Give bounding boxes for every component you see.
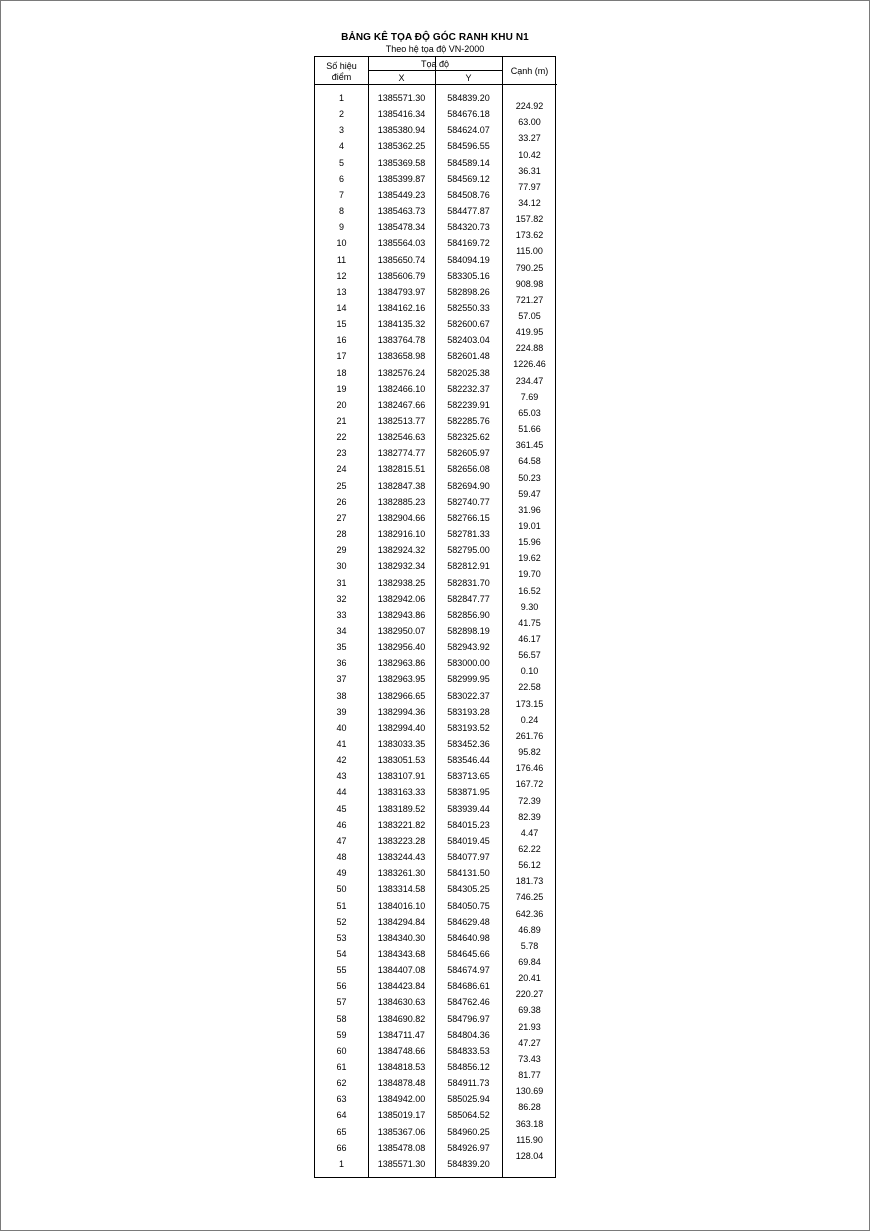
point-number: 4 bbox=[338, 141, 344, 152]
point-number: 10 bbox=[336, 238, 347, 249]
coord-x: 1384711.47 bbox=[378, 1029, 425, 1040]
coord-y: 582600.67 bbox=[447, 319, 490, 330]
edge-length: 56.57 bbox=[518, 650, 541, 661]
coord-y: 584569.12 bbox=[447, 173, 490, 184]
coord-x: 1382932.34 bbox=[377, 561, 426, 572]
edge-length: 4.47 bbox=[520, 827, 539, 838]
coord-y: 584796.97 bbox=[447, 1013, 490, 1024]
point-number: 27 bbox=[336, 512, 347, 523]
coord-x: 1383314.58 bbox=[377, 884, 426, 895]
edge-length: 5.78 bbox=[520, 940, 539, 951]
table-row bbox=[315, 1159, 557, 1175]
coord-y: 583000.00 bbox=[447, 658, 490, 669]
coord-x: 1382466.10 bbox=[377, 383, 426, 394]
coord-x: 1385399.87 bbox=[377, 173, 426, 184]
edge-length: 790.25 bbox=[515, 262, 544, 273]
edge-length: 19.62 bbox=[518, 553, 541, 564]
coordinate-table bbox=[314, 56, 556, 1178]
coord-y: 583871.95 bbox=[447, 787, 490, 798]
document-subtitle: Theo hệ tọa độ VN-2000 bbox=[385, 44, 485, 54]
coord-y: 584804.36 bbox=[447, 1029, 490, 1040]
point-number: 17 bbox=[336, 351, 347, 362]
coord-x: 1383244.43 bbox=[377, 852, 426, 863]
document-title: BẢNG KÊ TỌA ĐỘ GÓC RANH KHU N1 bbox=[341, 32, 529, 43]
coord-x: 1382513.77 bbox=[377, 416, 426, 426]
point-number: 24 bbox=[336, 464, 347, 475]
coord-x: 1384630.63 bbox=[377, 997, 426, 1008]
coord-y: 582025.38 bbox=[447, 367, 490, 378]
coord-x: 1385380.94 bbox=[377, 125, 426, 136]
edge-length: 721.27 bbox=[515, 294, 544, 305]
coord-x: 1383764.78 bbox=[377, 335, 426, 346]
point-number: 23 bbox=[336, 448, 347, 459]
edge-length: 62.22 bbox=[518, 843, 541, 854]
point-number: 40 bbox=[336, 722, 347, 733]
coord-y: 584686.61 bbox=[447, 981, 490, 992]
coord-y: 582831.70 bbox=[447, 577, 490, 588]
coord-y: 582781.33 bbox=[447, 529, 490, 540]
coord-x: 1382963.86 bbox=[377, 658, 426, 669]
edge-length: 82.39 bbox=[518, 811, 541, 822]
point-number: 13 bbox=[336, 286, 347, 297]
coord-y: 583452.36 bbox=[447, 739, 490, 749]
point-number: 14 bbox=[336, 302, 347, 313]
header-bottom-line bbox=[315, 84, 557, 85]
coord-x: 1385571.30 bbox=[377, 1158, 426, 1169]
coord-y: 582239.91 bbox=[447, 399, 490, 410]
point-number: 43 bbox=[336, 771, 347, 782]
edge-length: 173.62 bbox=[515, 230, 544, 241]
coord-y: 584911.73 bbox=[447, 1078, 490, 1089]
coord-x: 1383163.33 bbox=[377, 787, 426, 798]
coord-x: 1383658.98 bbox=[377, 351, 426, 362]
edge-length: 22.58 bbox=[518, 682, 541, 693]
coord-y: 584676.18 bbox=[447, 109, 490, 120]
edge-length: 36.31 bbox=[518, 165, 541, 176]
coord-y: 584508.76 bbox=[447, 189, 490, 200]
edge-length: 181.73 bbox=[515, 876, 544, 887]
coord-y: 584477.87 bbox=[447, 206, 490, 217]
edge-length: 50.23 bbox=[518, 472, 541, 483]
coord-x: 1382963.95 bbox=[377, 674, 426, 685]
coord-x: 1383221.82 bbox=[377, 819, 426, 830]
header-coordinates: Tọa độ bbox=[420, 59, 450, 69]
point-number: 44 bbox=[336, 787, 347, 798]
edge-length: 72.39 bbox=[518, 795, 541, 806]
coord-y: 584015.23 bbox=[447, 819, 490, 830]
edge-length: 10.42 bbox=[518, 149, 541, 160]
coord-y: 585025.94 bbox=[447, 1094, 490, 1105]
header-x: X bbox=[398, 73, 405, 83]
point-number: 20 bbox=[336, 399, 347, 410]
coord-x: 1384294.84 bbox=[377, 916, 426, 927]
point-number: 9 bbox=[338, 222, 344, 233]
edge-length: 95.82 bbox=[518, 747, 541, 758]
coord-y: 583305.16 bbox=[447, 270, 490, 281]
point-number: 62 bbox=[336, 1078, 347, 1089]
coord-x: 1384878.48 bbox=[377, 1078, 426, 1089]
coord-x: 1384818.53 bbox=[377, 1062, 426, 1072]
coord-x: 1385416.34 bbox=[377, 109, 426, 120]
edge-length: 419.95 bbox=[515, 327, 544, 338]
edge-length: 115.00 bbox=[516, 246, 543, 257]
point-number: 41 bbox=[336, 739, 347, 749]
coord-y: 582232.37 bbox=[447, 383, 490, 394]
point-number: 53 bbox=[336, 932, 347, 943]
edge-length: 130.69 bbox=[515, 1086, 544, 1097]
coord-y: 583193.52 bbox=[447, 722, 490, 733]
point-number: 39 bbox=[336, 706, 347, 717]
coord-y: 584320.73 bbox=[447, 222, 490, 233]
point-number: 50 bbox=[336, 884, 347, 895]
coord-x: 1382847.38 bbox=[377, 480, 426, 491]
point-number: 2 bbox=[338, 109, 344, 120]
coord-x: 1382576.24 bbox=[377, 367, 426, 378]
coord-y: 584629.48 bbox=[447, 916, 490, 927]
coord-y: 582898.26 bbox=[447, 286, 490, 297]
coord-x: 1382950.07 bbox=[377, 625, 426, 636]
coord-x: 1382942.06 bbox=[377, 593, 426, 604]
coord-y: 584960.25 bbox=[447, 1126, 490, 1137]
point-number: 8 bbox=[338, 206, 344, 217]
point-number: 15 bbox=[336, 319, 347, 330]
point-number: 33 bbox=[336, 609, 347, 620]
coord-y: 582898.19 bbox=[447, 625, 490, 636]
point-number: 29 bbox=[336, 545, 347, 556]
point-number: 5 bbox=[338, 157, 344, 168]
coord-x: 1382938.25 bbox=[377, 577, 426, 588]
point-number: 12 bbox=[336, 270, 347, 281]
coord-y: 584596.55 bbox=[447, 141, 490, 152]
coord-x: 1382994.36 bbox=[377, 706, 426, 717]
point-number: 54 bbox=[336, 948, 347, 959]
coord-x: 1385463.73 bbox=[377, 206, 426, 217]
coord-x: 1384016.10 bbox=[377, 900, 426, 911]
coord-y: 582285.76 bbox=[447, 416, 490, 426]
edge-length: 0.24 bbox=[520, 714, 539, 725]
edge-length: 115.90 bbox=[516, 1134, 543, 1145]
coord-y: 582550.33 bbox=[447, 302, 490, 313]
coord-y: 584589.14 bbox=[447, 157, 490, 168]
point-number: 35 bbox=[336, 642, 347, 653]
point-number: 56 bbox=[336, 981, 347, 992]
coord-y: 584926.97 bbox=[447, 1142, 490, 1153]
edge-length: 65.03 bbox=[518, 407, 541, 418]
point-number: 64 bbox=[336, 1110, 347, 1121]
coord-y: 584640.98 bbox=[447, 932, 490, 943]
coord-y: 585064.52 bbox=[447, 1110, 490, 1121]
coord-x: 1383033.35 bbox=[377, 739, 426, 749]
coord-x: 1385571.30 bbox=[377, 93, 426, 103]
edge-length: 176.46 bbox=[515, 763, 544, 774]
coord-y: 582403.04 bbox=[447, 335, 490, 346]
coord-x: 1385564.03 bbox=[377, 238, 426, 249]
point-number: 19 bbox=[336, 383, 347, 394]
point-number: 25 bbox=[336, 480, 347, 491]
edge-length: 224.88 bbox=[515, 343, 544, 354]
edge-length: 234.47 bbox=[515, 375, 544, 386]
edge-length: 363.18 bbox=[515, 1118, 544, 1129]
coord-y: 584674.97 bbox=[447, 965, 490, 976]
point-number: 58 bbox=[336, 1013, 347, 1024]
coord-x: 1385362.25 bbox=[377, 141, 426, 152]
point-number: 37 bbox=[336, 674, 347, 685]
coord-x: 1382994.40 bbox=[377, 722, 426, 733]
coord-x: 1383223.28 bbox=[377, 835, 426, 846]
edge-length: 9.30 bbox=[520, 601, 539, 612]
coord-y: 584839.20 bbox=[447, 93, 490, 103]
edge-length: 21.93 bbox=[518, 1021, 541, 1032]
edge-length: 19.01 bbox=[518, 520, 541, 531]
coord-y: 582999.95 bbox=[447, 674, 490, 685]
point-number: 30 bbox=[336, 561, 347, 572]
point-number: 21 bbox=[336, 416, 347, 426]
point-number: 1 bbox=[338, 93, 344, 103]
edge-length: 46.17 bbox=[518, 634, 541, 645]
header-edge-length: Cạnh (m) bbox=[510, 66, 549, 76]
edge-length: 51.66 bbox=[518, 424, 541, 435]
coord-y: 584094.19 bbox=[447, 254, 490, 265]
header-point-line1: Số hiệu bbox=[326, 61, 357, 71]
coord-y: 584762.46 bbox=[447, 997, 490, 1008]
coord-y: 582856.90 bbox=[447, 609, 490, 620]
edge-length: 63.00 bbox=[518, 117, 541, 128]
edge-length: 64.58 bbox=[518, 456, 541, 467]
point-number: 36 bbox=[336, 658, 347, 669]
coord-x: 1384748.66 bbox=[377, 1045, 426, 1056]
coord-y: 584624.07 bbox=[447, 125, 490, 136]
coord-y: 582694.90 bbox=[447, 480, 490, 491]
coord-x: 1382885.23 bbox=[377, 496, 426, 507]
header-y: Y bbox=[465, 73, 472, 83]
point-number: 31 bbox=[336, 577, 347, 588]
edge-length: 31.96 bbox=[518, 504, 541, 515]
coord-x: 1382966.65 bbox=[377, 690, 426, 701]
coord-x: 1385369.58 bbox=[377, 157, 426, 168]
coord-x: 1385478.34 bbox=[377, 222, 426, 233]
coord-y: 584645.66 bbox=[447, 948, 490, 959]
point-number: 16 bbox=[336, 335, 347, 346]
coord-x: 1382815.51 bbox=[377, 464, 426, 475]
point-number: 38 bbox=[336, 690, 347, 701]
edge-length: 77.97 bbox=[518, 181, 541, 192]
point-number: 57 bbox=[336, 997, 347, 1008]
edge-length: 69.84 bbox=[518, 957, 541, 968]
point-number: 49 bbox=[336, 868, 347, 879]
point-number: 46 bbox=[336, 819, 347, 830]
coord-y: 582943.92 bbox=[447, 642, 490, 653]
point-number: 52 bbox=[336, 916, 347, 927]
edge-length: 157.82 bbox=[515, 214, 544, 225]
point-number: 48 bbox=[336, 852, 347, 863]
coord-x: 1382467.66 bbox=[377, 399, 426, 410]
edge-length: 19.70 bbox=[518, 569, 541, 580]
point-number: 55 bbox=[336, 965, 347, 976]
coord-x: 1382904.66 bbox=[377, 512, 426, 523]
edge-length: 20.41 bbox=[518, 973, 541, 984]
coord-x: 1382943.86 bbox=[377, 609, 426, 620]
coord-x: 1383261.30 bbox=[377, 868, 426, 879]
coord-y: 583713.65 bbox=[447, 771, 490, 782]
coord-y: 582656.08 bbox=[447, 464, 490, 475]
edge-length: 33.27 bbox=[518, 133, 541, 144]
coord-y: 584305.25 bbox=[447, 884, 490, 895]
point-number: 61 bbox=[336, 1062, 347, 1072]
coord-y: 582325.62 bbox=[447, 432, 490, 443]
coord-x: 1384340.30 bbox=[377, 932, 426, 943]
edge-length: 59.47 bbox=[518, 488, 541, 499]
edge-length: 7.69 bbox=[520, 391, 539, 402]
edge-length: 261.76 bbox=[515, 730, 544, 741]
point-number: 60 bbox=[336, 1045, 347, 1056]
coord-x: 1384407.08 bbox=[377, 965, 426, 976]
coord-x: 1385019.17 bbox=[377, 1110, 426, 1121]
edge-length: 57.05 bbox=[518, 311, 541, 322]
edge-length: 224.92 bbox=[515, 101, 544, 112]
coord-y: 584833.53 bbox=[447, 1045, 490, 1056]
edge-length: 0.10 bbox=[520, 666, 539, 677]
coord-x: 1384793.97 bbox=[377, 286, 426, 297]
edge-length: 220.27 bbox=[515, 989, 544, 1000]
coord-x: 1383189.52 bbox=[377, 803, 426, 814]
edge-length: 746.25 bbox=[515, 892, 544, 903]
coord-x: 1382774.77 bbox=[377, 448, 426, 459]
edge-length: 56.12 bbox=[518, 860, 541, 871]
point-number: 42 bbox=[336, 755, 347, 766]
point-number: 65 bbox=[336, 1126, 347, 1137]
point-number: 1 bbox=[338, 1158, 344, 1169]
point-number: 66 bbox=[336, 1142, 347, 1153]
coord-y: 582601.48 bbox=[447, 351, 490, 362]
point-number: 59 bbox=[336, 1029, 347, 1040]
coord-x: 1384162.16 bbox=[377, 302, 426, 313]
coord-y: 584856.12 bbox=[447, 1062, 490, 1072]
coord-x: 1383051.53 bbox=[377, 755, 426, 766]
point-number: 47 bbox=[336, 835, 347, 846]
edge-length: 361.45 bbox=[515, 440, 544, 451]
edge-length: 908.98 bbox=[515, 278, 544, 289]
coord-y: 582847.77 bbox=[447, 593, 490, 604]
edge-length: 15.96 bbox=[518, 537, 541, 548]
edge-length: 34.12 bbox=[518, 197, 541, 208]
point-number: 63 bbox=[336, 1094, 347, 1105]
coord-x: 1384135.32 bbox=[377, 319, 426, 330]
coord-y: 582605.97 bbox=[447, 448, 490, 459]
coord-x: 1384343.68 bbox=[377, 948, 426, 959]
coord-x: 1382924.32 bbox=[377, 545, 426, 556]
point-number: 3 bbox=[338, 125, 344, 136]
coord-y: 584019.45 bbox=[447, 835, 490, 846]
coord-x: 1385478.08 bbox=[377, 1142, 426, 1153]
coord-y: 584839.20 bbox=[447, 1158, 490, 1169]
coord-y: 583939.44 bbox=[447, 803, 490, 814]
coord-x: 1384423.84 bbox=[377, 981, 426, 992]
point-number: 26 bbox=[336, 496, 347, 507]
coord-y: 582795.00 bbox=[447, 545, 490, 556]
edge-length: 86.28 bbox=[518, 1102, 541, 1113]
coord-x: 1385650.74 bbox=[377, 254, 426, 265]
coord-x: 1384942.00 bbox=[377, 1094, 426, 1105]
coord-x: 1382956.40 bbox=[377, 642, 426, 653]
point-number: 7 bbox=[338, 189, 344, 200]
coord-y: 584077.97 bbox=[447, 852, 490, 863]
edge-length: 128.04 bbox=[515, 1150, 544, 1161]
point-number: 11 bbox=[336, 254, 347, 265]
coord-y: 582766.15 bbox=[447, 512, 490, 523]
coord-y: 584050.75 bbox=[447, 900, 490, 911]
coord-y: 582812.91 bbox=[447, 561, 490, 572]
coord-y: 582740.77 bbox=[447, 496, 490, 507]
point-number: 22 bbox=[336, 432, 347, 443]
point-number: 51 bbox=[336, 900, 347, 911]
point-number: 34 bbox=[336, 625, 347, 636]
point-number: 32 bbox=[336, 593, 347, 604]
edge-length: 642.36 bbox=[515, 908, 544, 919]
point-number: 18 bbox=[336, 367, 347, 378]
coord-x: 1383107.91 bbox=[377, 771, 426, 782]
edge-length: 47.27 bbox=[518, 1037, 541, 1048]
edge-length: 46.89 bbox=[518, 924, 541, 935]
edge-length: 81.77 bbox=[518, 1070, 541, 1081]
edge-length: 167.72 bbox=[515, 779, 544, 790]
coord-x: 1382546.63 bbox=[377, 432, 426, 443]
header-point-line2: điểm bbox=[331, 72, 352, 82]
header-subdivider bbox=[368, 70, 502, 71]
coord-y: 584169.72 bbox=[447, 238, 490, 249]
coord-y: 584131.50 bbox=[447, 868, 490, 879]
point-number: 28 bbox=[336, 529, 347, 540]
coord-y: 583193.28 bbox=[447, 706, 490, 717]
coord-y: 583546.44 bbox=[447, 755, 490, 766]
edge-length: 1226.46 bbox=[513, 359, 546, 370]
edge-length: 69.38 bbox=[518, 1005, 541, 1016]
coord-x: 1384690.82 bbox=[377, 1013, 426, 1024]
coord-x: 1385606.79 bbox=[377, 270, 426, 281]
coord-x: 1385449.23 bbox=[377, 189, 426, 200]
edge-length: 73.43 bbox=[518, 1053, 541, 1064]
coord-x: 1382916.10 bbox=[377, 529, 426, 540]
edge-length: 16.52 bbox=[518, 585, 541, 596]
edge-length: 173.15 bbox=[515, 698, 544, 709]
coord-x: 1385367.06 bbox=[377, 1126, 426, 1137]
edge-length: 41.75 bbox=[518, 617, 541, 628]
point-number: 45 bbox=[336, 803, 347, 814]
coord-y: 583022.37 bbox=[447, 690, 490, 701]
point-number: 6 bbox=[338, 173, 344, 184]
